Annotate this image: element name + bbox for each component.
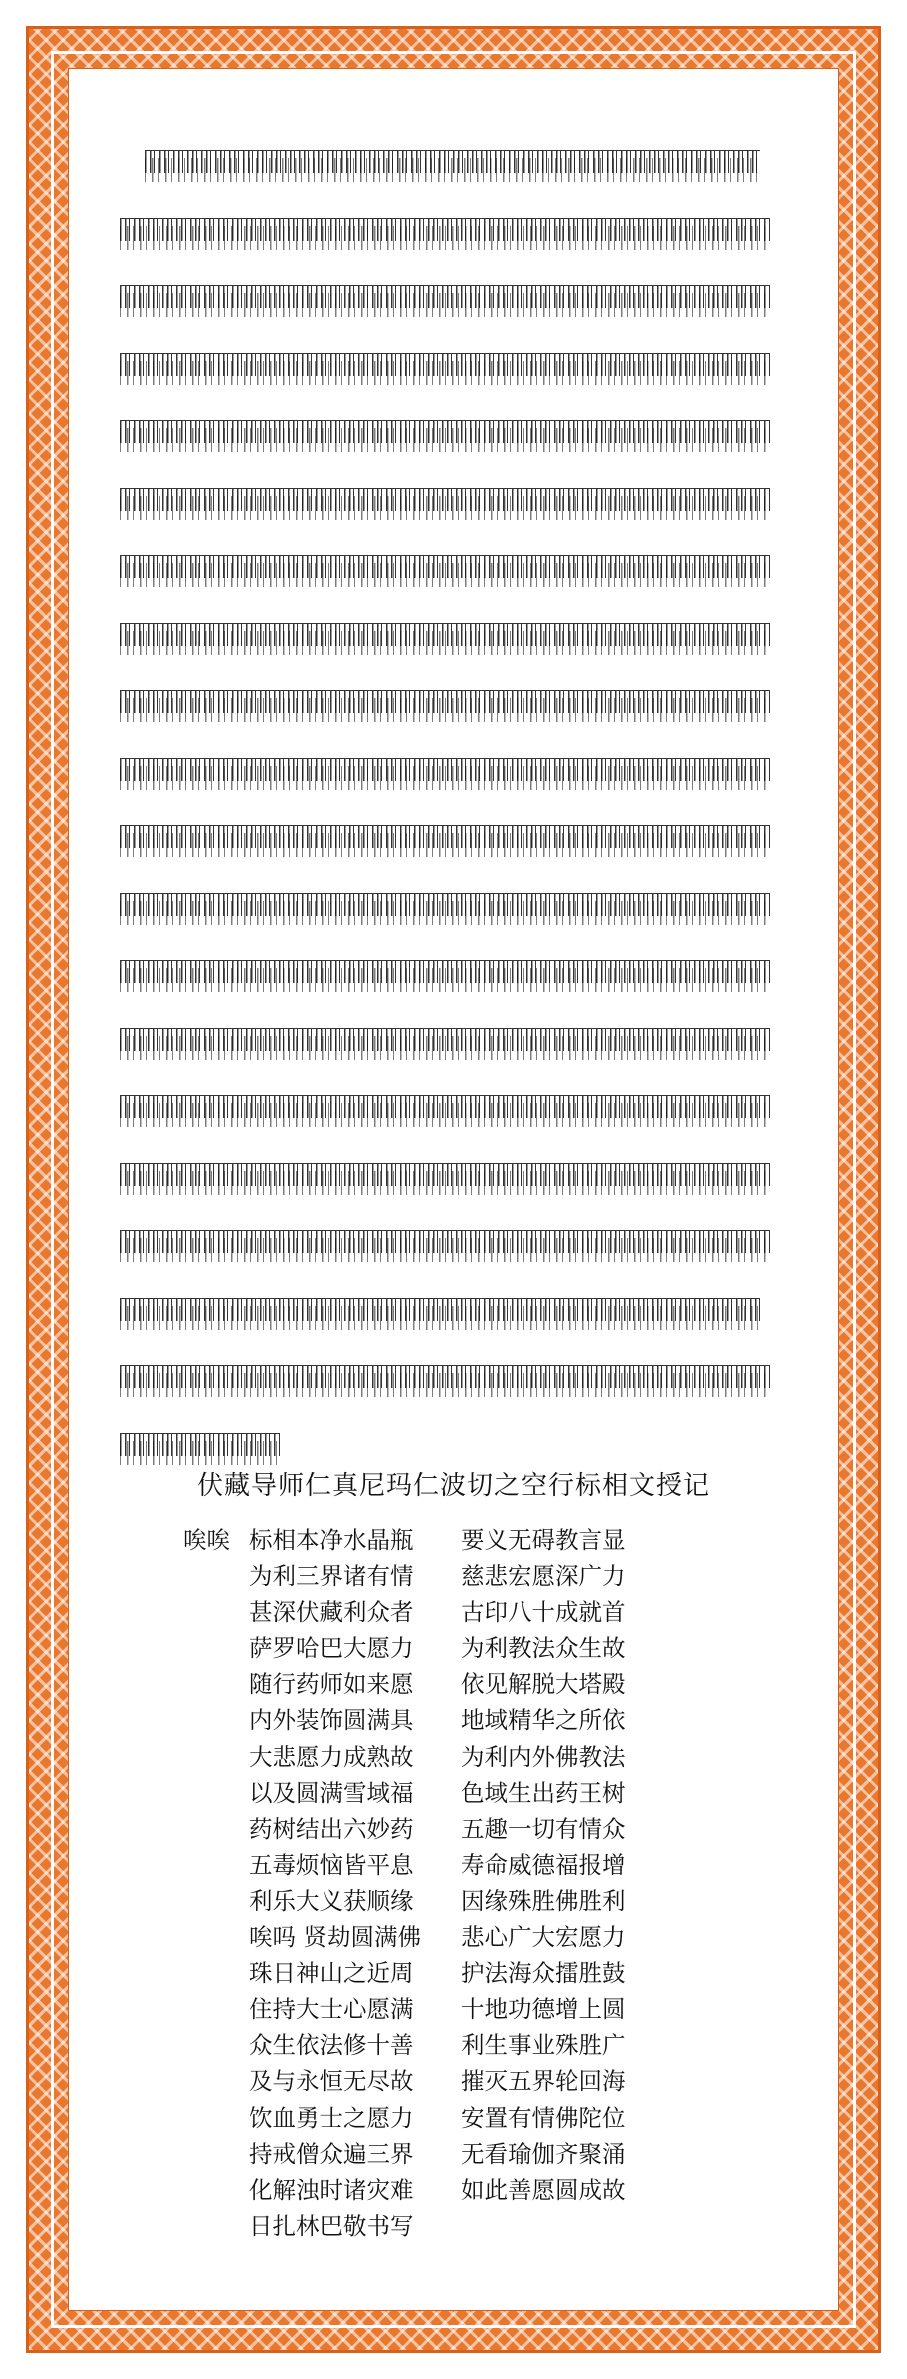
verse-line-b: 因缘殊胜佛胜利 bbox=[461, 1886, 626, 1915]
verse-line-b: 地域精华之所依 bbox=[461, 1706, 626, 1735]
verse-row bbox=[183, 1991, 626, 2027]
verse-line-a: 住持大士心愿满 bbox=[249, 1995, 414, 2024]
tibetan-script-strokes bbox=[120, 496, 770, 520]
verse-row bbox=[183, 1558, 626, 1594]
verse-row bbox=[183, 1739, 626, 1775]
verse-line-b: 为利教法众生故 bbox=[461, 1634, 626, 1663]
tibetan-line bbox=[120, 1143, 770, 1211]
verse-row bbox=[183, 1955, 626, 1991]
tibetan-line bbox=[120, 198, 770, 266]
verse-line-a: 内外装饰圆满具 bbox=[249, 1706, 414, 1735]
verse-row bbox=[183, 2063, 626, 2099]
verse-row bbox=[183, 2136, 626, 2172]
verse-line-a: 利乐大义获顺缘 bbox=[249, 1886, 414, 1915]
tibetan-script-strokes bbox=[120, 1171, 770, 1195]
tibetan-line bbox=[120, 1210, 770, 1278]
verse-line-a: 五毒烦恼皆平息 bbox=[249, 1850, 414, 1879]
verse-line-a: 大悲愿力成熟故 bbox=[249, 1742, 414, 1771]
verse-line-a: 日扎林巴敬书写 bbox=[249, 2211, 414, 2240]
verse-line-b: 五趣一切有情众 bbox=[461, 1814, 626, 1843]
verse-line-a: 及与永恒无尽故 bbox=[249, 2067, 414, 2096]
verse-line-a: 持戒僧众遍三界 bbox=[249, 2139, 414, 2168]
verse-line-b: 利生事业殊胜广 bbox=[461, 2031, 626, 2060]
tibetan-script-strokes bbox=[120, 563, 770, 587]
verse-line-b: 护法海众擂胜鼓 bbox=[461, 1959, 626, 1988]
tibetan-script-strokes bbox=[120, 1103, 770, 1127]
verse-line-a: 萨罗哈巴大愿力 bbox=[249, 1634, 414, 1663]
tibetan-script-strokes bbox=[120, 901, 770, 925]
tibetan-script-strokes bbox=[120, 361, 770, 385]
tibetan-line bbox=[120, 940, 770, 1008]
verse-line-a: 化解浊时诸灾难 bbox=[249, 2175, 414, 2204]
tibetan-line bbox=[120, 265, 770, 333]
verse-row bbox=[183, 2027, 626, 2063]
tibetan-line bbox=[120, 400, 770, 468]
tibetan-script-strokes bbox=[120, 1441, 280, 1465]
tibetan-script-strokes bbox=[120, 698, 770, 722]
verse-line-b: 依见解脱大塔殿 bbox=[461, 1670, 626, 1699]
verse-row bbox=[183, 1630, 626, 1666]
verse-line-a: 众生依法修十善 bbox=[249, 2031, 414, 2060]
tibetan-line bbox=[120, 333, 770, 401]
verse-line-b: 色域生出药王树 bbox=[461, 1778, 626, 1807]
verse-line-b: 慈悲宏愿深广力 bbox=[461, 1562, 626, 1591]
verse-line-b: 无看瑜伽齐聚涌 bbox=[461, 2139, 626, 2168]
verse-line-a: 珠日神山之近周 bbox=[249, 1959, 414, 1988]
tibetan-script-strokes bbox=[120, 1306, 760, 1330]
verse-line-a: 甚深伏藏利众者 bbox=[249, 1598, 414, 1627]
verse-row bbox=[183, 1522, 626, 1558]
tibetan-line bbox=[120, 1278, 770, 1346]
tibetan-script-strokes bbox=[120, 1238, 770, 1262]
tibetan-script-strokes bbox=[145, 158, 760, 182]
verse-line-a: 药树结出六妙药 bbox=[249, 1814, 414, 1843]
verse-row bbox=[183, 1883, 626, 1919]
verse-row bbox=[183, 1811, 626, 1847]
verse-line-a: 标相本净水晶瓶 bbox=[249, 1526, 414, 1554]
verse-line-b: 寿命威德福报增 bbox=[461, 1850, 626, 1879]
verse-row bbox=[183, 1775, 626, 1811]
verse-line-b: 安置有情佛陀位 bbox=[461, 2103, 626, 2132]
tibetan-script-strokes bbox=[120, 428, 770, 452]
verse-line-a: 随行药师如来愿 bbox=[249, 1670, 414, 1699]
verse-line-b: 如此善愿圆成故 bbox=[461, 2175, 626, 2204]
verse-lead: 唉唉 bbox=[183, 1526, 230, 1554]
tibetan-line bbox=[120, 603, 770, 671]
verse-line-b: 为利内外佛教法 bbox=[461, 1742, 626, 1771]
document-title: 伏藏导师仁真尼玛仁波切之空行标相文授记 bbox=[196, 1471, 710, 1501]
verse-row bbox=[183, 1666, 626, 1702]
tibetan-line bbox=[120, 738, 770, 806]
tibetan-script-strokes bbox=[120, 631, 770, 655]
verse-row bbox=[183, 1847, 626, 1883]
verse-row bbox=[183, 1594, 626, 1630]
tibetan-text-block bbox=[120, 130, 770, 1480]
verse-line-b: 悲心广大宏愿力 bbox=[461, 1923, 626, 1952]
tibetan-line bbox=[120, 1075, 770, 1143]
verse-line-b: 古印八十成就首 bbox=[461, 1598, 626, 1627]
verse-line-a: 为利三界诸有情 bbox=[249, 1562, 414, 1591]
verse-line-a: 唉吗 贤劫圆满佛 bbox=[249, 1923, 421, 1952]
tibetan-line bbox=[120, 1345, 770, 1413]
verse-line-b: 十地功德增上圆 bbox=[461, 1995, 626, 2024]
tibetan-script-strokes bbox=[120, 1373, 770, 1397]
tibetan-script-strokes bbox=[120, 226, 770, 250]
tibetan-script-strokes bbox=[120, 968, 770, 992]
verse-row bbox=[183, 1919, 626, 1955]
tibetan-line bbox=[120, 468, 770, 536]
tibetan-script-strokes bbox=[120, 1036, 770, 1060]
verse-line-b: 要义无碍教言显 bbox=[461, 1526, 626, 1554]
verse-line-a: 以及圆满雪域福 bbox=[249, 1778, 414, 1807]
tibetan-script-strokes bbox=[120, 293, 770, 317]
tibetan-line bbox=[120, 130, 770, 198]
verse-line-a: 饮血勇士之愿力 bbox=[249, 2103, 414, 2132]
tibetan-line bbox=[120, 1008, 770, 1076]
verse-line-b: 摧灭五界轮回海 bbox=[461, 2067, 626, 2096]
tibetan-line bbox=[120, 670, 770, 738]
verse-row bbox=[183, 1702, 626, 1738]
verse-row bbox=[183, 2100, 626, 2136]
tibetan-line bbox=[120, 873, 770, 941]
tibetan-line bbox=[120, 535, 770, 603]
tibetan-script-strokes bbox=[120, 833, 770, 857]
tibetan-script-strokes bbox=[120, 766, 770, 790]
tibetan-line bbox=[120, 805, 770, 873]
chinese-verse bbox=[183, 1522, 626, 2244]
verse-row bbox=[183, 2172, 626, 2208]
verse-row bbox=[183, 2208, 626, 2244]
